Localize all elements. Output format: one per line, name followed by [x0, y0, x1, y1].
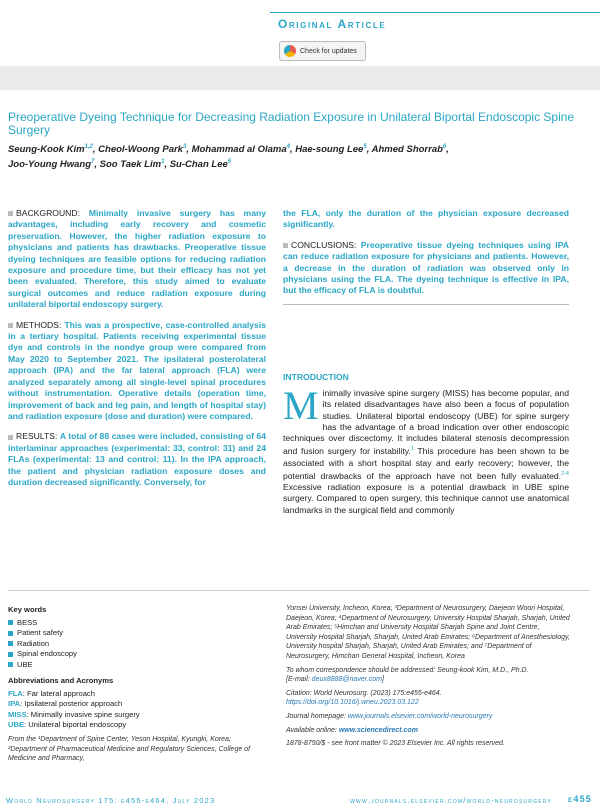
- keyword-item: Patient safety: [8, 628, 258, 639]
- abstract-conclusions: CONCLUSIONS: Preoperative tissue dyeing techniques using IPA can reduce radiation exposure for physicians and patients. However, a decrease in the duration of radiation was observed only in physicians using the FLA. The dyeing technique is effective in IPA, but the efficacy of FLA is doubtful.: [283, 239, 569, 296]
- author[interactable]: Soo Taek Lim$^1$: [99, 159, 165, 171]
- abstract-methods: METHODS: This was a prospective, case-controlled analysis in a tertiary hospital. Patients receiving experimental tissue dye and controls in the nondye group were compared from May 2020 to September 2021. The ipsilateral posterolateral approach (IPA) and the far lateral approach (FLA) were analyzed separately among all single-level spinal procedures without instrumentation. Operative details (operation time, improvement of back and leg pain, and length of hospital stay) and radiation exposure (dose and duration) were compared.: [8, 319, 266, 421]
- intro-text: Minimally invasive spine surgery (MISS) has become popular, and its related disadvantages have also been a focus of population studies. Unilateral biportal endoscopy (UBE) for spine surgery has the advantage of a broad indication over other endoscopic techniques over discectomy. It includes bilateral stenosis decompression and fusion surgery for instability.$^1$ This procedure has been shown to be associated with a short hospital stay and early recovery; however, the potential drawbacks of the approach have not been fully evaluated.$^{2-4}$ Excessive radiation exposure is a potential drawback in UBE spine surgery. Compared to open surgery, this technique cannot use anatomical landmarks in the surgical field and commonly: [283, 383, 570, 515]
- reference-link[interactable]: 2-4: [561, 470, 569, 477]
- available-online: Available online: www.sciencedirect.com: [286, 726, 418, 734]
- footer-journal: World Neurosurgery 175: e455-e464, July 2023: [6, 796, 216, 805]
- abbreviations-heading: Abbreviations and Acronyms: [8, 676, 114, 685]
- doi-link[interactable]: https://doi.org/10.1016/j.wneu.2023.03.122: [286, 699, 419, 707]
- author[interactable]: Cheol-Woong Park$^3$: [98, 144, 187, 156]
- author[interactable]: Mohammad al Olama$^4$: [191, 144, 290, 156]
- affiliations-block: [286, 604, 571, 753]
- abstract-results-cont: the FLA, only the duration of the physician exposure decreased significantly.: [283, 208, 569, 230]
- author[interactable]: Hae-soung Lee$^5$: [295, 144, 367, 156]
- affiliation-text: Yonsei University, Incheon, Korea; ³Department of Neurosurgery, Daejeon Woori Hospital, Daejeon, Korea; ⁴Department of Neurosurgery, University Hospital Sharjah, Sharjah, United Arab Emirates; ⁵Himchan and University Hospital Sharjah Spine and Joint Centre, University Hospital Sharjah, Sharjah, United Arab Emirates; ⁶Department of Anesthesiology, University hospital Sharjah, Sharjah, United Arab Emirates; and ⁷Department of Neurosurgery, Himchan General Hospital, Incheon, Korea: [286, 605, 570, 660]
- intro-heading: INTRODUCTION: [283, 372, 349, 382]
- section-label: Original Article: [278, 17, 387, 31]
- abstract-left-column: [8, 208, 266, 497]
- abstract-results: RESULTS: A total of 88 cases were included, consisting of 64 interlaminar approaches (experimental: 33, control: 31) and 24 FLAs (experimental: 13 and control: 11). In the IPA approach, the patient and physician radiation exposure doses and duration decreased significantly. Conversely, for: [8, 431, 266, 487]
- abstract-right-column: [283, 208, 569, 306]
- author[interactable]: Joo-Young Hwang$^7$: [8, 159, 95, 171]
- author[interactable]: Ahmed Shorrab$^6$: [371, 144, 447, 156]
- header-band: [0, 66, 600, 90]
- header-rule: [270, 12, 600, 13]
- abbreviation-item: IPA: Ipsilateral posterior approach: [8, 699, 123, 708]
- journal-homepage: Journal homepage: www.journals.elsevier.com/world-neurosurgery: [286, 712, 493, 720]
- reference-link[interactable]: 1: [410, 446, 414, 453]
- affiliation-from: From the ¹Department of Spine Center, Yeson Hospital, Kyungki, Korea; ²Department of Pharmaceutical Medicine and Regulatory Sciences, College of Medicine and Pharmacy,: [8, 736, 251, 762]
- crossmark-icon: [284, 45, 296, 57]
- journal-link[interactable]: www.journals.elsevier.com/world-neurosurgery: [347, 712, 493, 720]
- methods-heading: METHODS:: [8, 320, 61, 330]
- check-updates-button[interactable]: [279, 41, 366, 61]
- keyword-item: Radiation: [8, 639, 258, 650]
- section-header: [270, 0, 600, 38]
- author[interactable]: Su-Chan Lee$^5$: [169, 159, 232, 171]
- keywords-box: [8, 605, 258, 731]
- abbreviation-item: MISS: Minimally invasive spine surgery: [8, 709, 140, 719]
- abbreviation-item: UBE: Unilateral biportal endoscopy: [8, 720, 127, 729]
- drop-cap: M: [283, 383, 319, 428]
- abbreviation-item: FLA: Far lateral approach: [8, 688, 95, 698]
- page-number: e455: [568, 794, 592, 804]
- author[interactable]: Seung-Kook Kim$^{1,2}$: [8, 144, 93, 156]
- abstract-divider: [283, 304, 569, 305]
- sciencedirect-link[interactable]: www.sciencedirect.com: [338, 726, 418, 734]
- citation: Citation: World Neurosurg. (2023) 175:e455-e464. https://doi.org/10.1016/j.wneu.2023.03.122: [286, 689, 442, 707]
- results-heading: RESULTS:: [8, 431, 57, 441]
- footer-url[interactable]: www.journals.elsevier.com/world-neurosurgery: [350, 796, 552, 805]
- keyword-item: BESS: [8, 618, 258, 629]
- conclusions-heading: CONCLUSIONS:: [283, 240, 356, 250]
- author-list: Seung-Kook Kim$^{1,2}$, Cheol-Woong Park$^3$, Mohammad al Olama$^4$, Hae-soung Lee$^5$, Ahmed Shorrab$^6$, Joo-Young Hwang$^7$, Soo Taek Lim$^1$, Su-Chan Lee$^5$: [8, 144, 449, 171]
- background-heading: BACKGROUND:: [8, 208, 80, 218]
- page-footer: [0, 794, 600, 808]
- keyword-item: UBE: [8, 660, 258, 671]
- email-link[interactable]: deux8888@naver.com: [311, 676, 382, 684]
- copyright: 1878-8750/$ - see front matter © 2023 Elsevier Inc. All rights reserved.: [286, 740, 505, 748]
- article-title: Preoperative Dyeing Technique for Decreasing Radiation Exposure in Unilateral Biportal Endoscopic Spine Surgery: [8, 110, 575, 137]
- keywords-heading: Key words: [8, 605, 47, 614]
- footnote-rule: [8, 590, 590, 591]
- keyword-item: Spinal endoscopy: [8, 649, 258, 660]
- correspondence: To whom correspondence should be addressed: Seung-kook Kim, M.D., Ph.D. [E-mail: deux8888@naver.com]: [286, 666, 529, 684]
- check-updates-label: Check for updates: [300, 47, 357, 55]
- abstract-background: BACKGROUND: Minimally invasive surgery has many advantages, including early recovery and cosmetic preservation. However, the higher radiation exposure to physicians and patients has drawbacks. Preoperative tissue dyeing techniques are feasible options for reducing radiation exposure and procedure time, but their efficacy has not yet been evaluated. Therefore, this study aimed to evaluate surgical outcomes and reduce radiation exposure during unilateral biportal endoscopy surgery.: [8, 208, 267, 310]
